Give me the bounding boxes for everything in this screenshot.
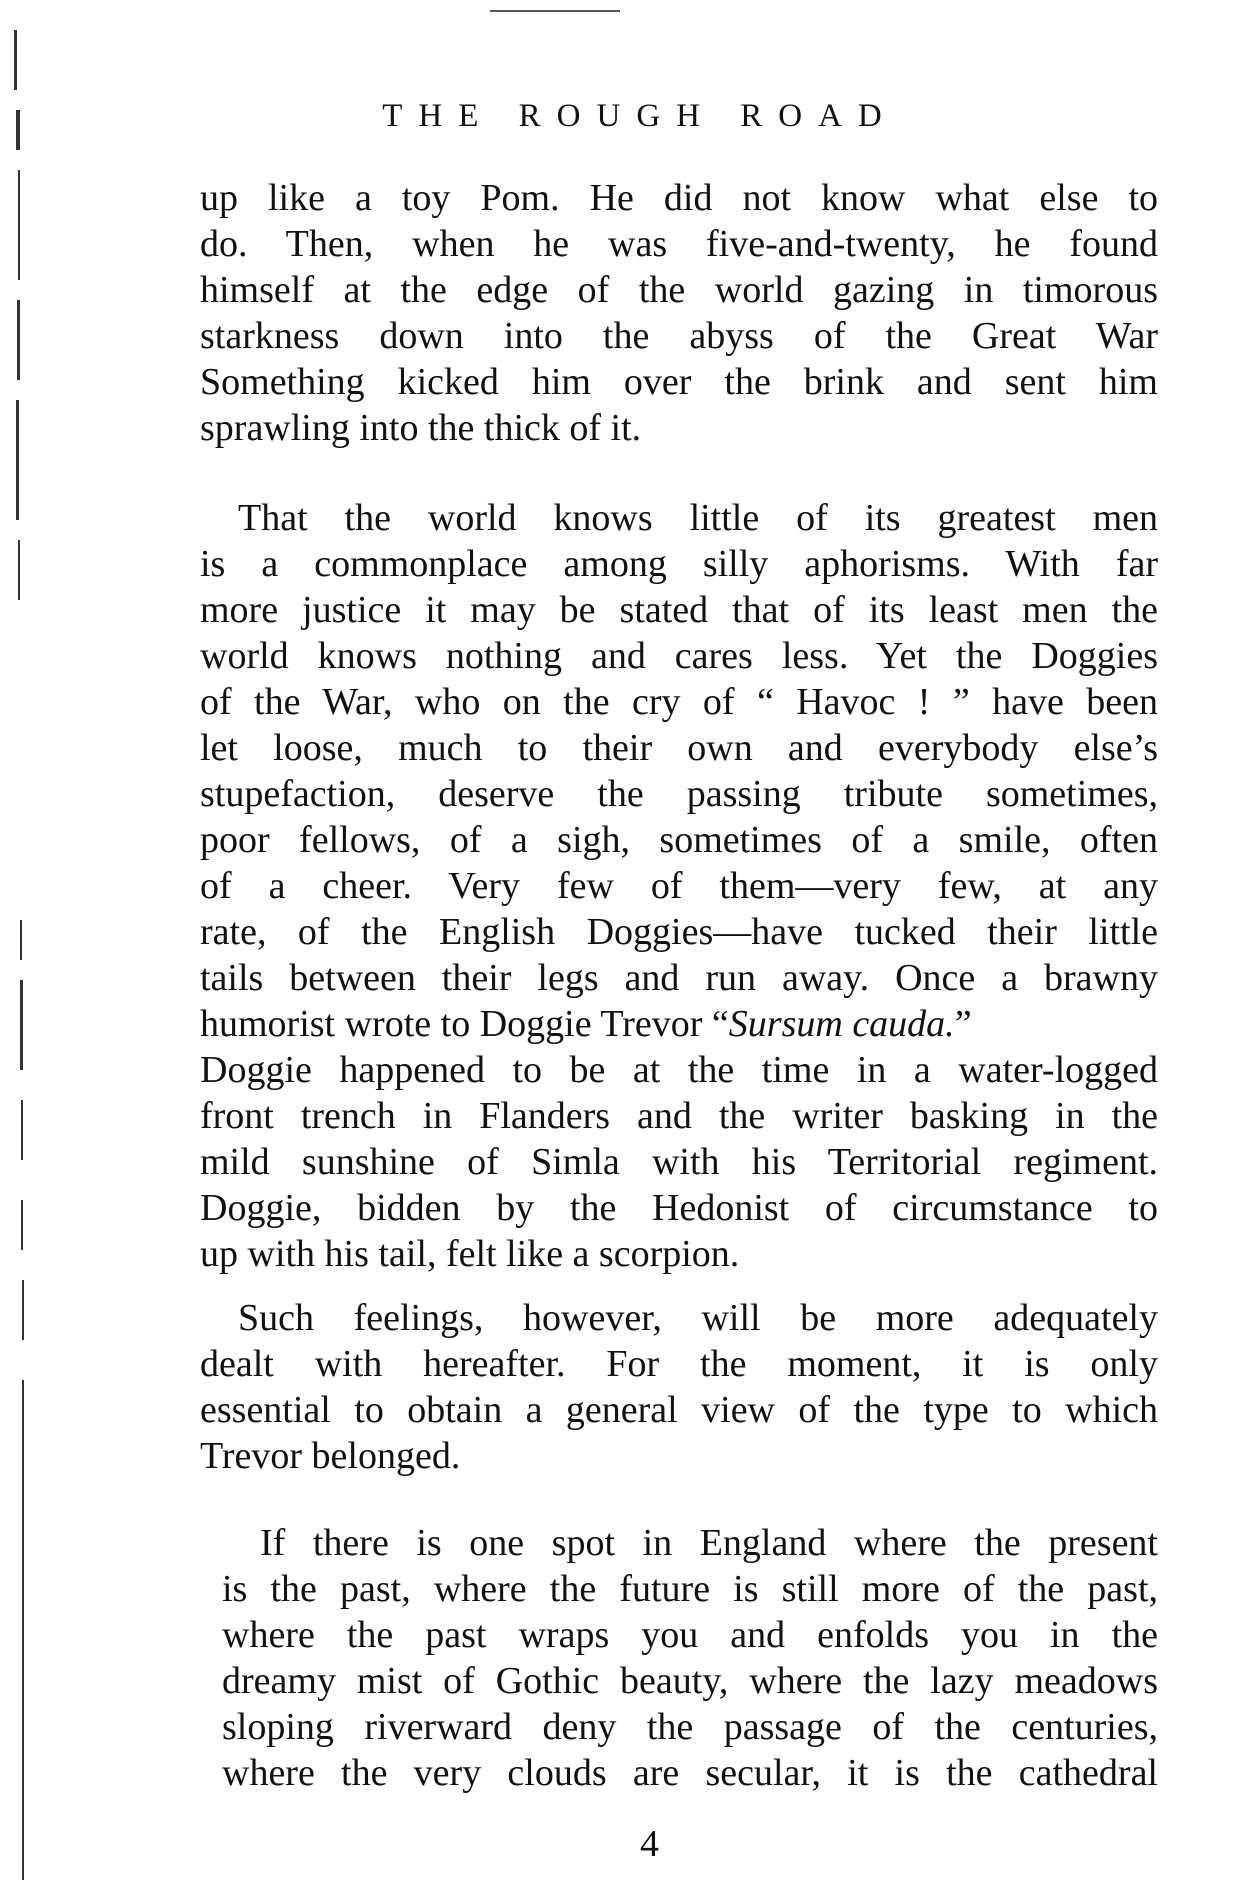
paragraph-2 (200, 495, 1158, 1277)
text-line: Such feelings, however, will be more adequately (238, 1297, 1158, 1339)
text-line: Something kicked him over the brink and sent him (200, 361, 1158, 403)
text-line: dreamy mist of Gothic beauty, where the lazy meadows (222, 1660, 1158, 1702)
text-line: essential to obtain a general view of the type to which (200, 1389, 1158, 1431)
italic-latin-phrase: Sursum cauda. (728, 1003, 955, 1045)
text-line: That the world knows little of its greatest men (238, 497, 1158, 539)
text-line: starkness down into the abyss of the Great War (200, 315, 1158, 357)
scan-gutter-artifacts (4, 20, 34, 1880)
text-line: sloping riverward deny the passage of the centuries, (222, 1706, 1158, 1748)
text-line: world knows nothing and cares less. Yet the Doggies (200, 635, 1158, 677)
text-line: up like a toy Pom. He did not know what else to (200, 177, 1158, 219)
text-line: up with his tail, felt like a scorpion. (200, 1233, 740, 1275)
text-line: poor fellows, of a sigh, sometimes of a smile, often (200, 819, 1158, 861)
text-line-with-italic (200, 1001, 1158, 1047)
text-line: do. Then, when he was five-and-twenty, he found (200, 223, 1158, 265)
text-line: tails between their legs and run away. Once a brawny (200, 957, 1158, 999)
text-line: himself at the edge of the world gazing in timorous (200, 269, 1158, 311)
closing-quote: ” (954, 1003, 972, 1045)
running-head: THE ROUGH ROAD (382, 98, 898, 134)
text-line: is a commonplace among silly aphorisms. With far (200, 543, 1158, 585)
text-line: stupefaction, deserve the passing tribute sometimes, (200, 773, 1158, 815)
text-line: of the War, who on the cry of “ Havoc ! ” have been (200, 681, 1158, 723)
text-line: If there is one spot in England where the present (260, 1522, 1158, 1564)
text-line: let loose, much to their own and everybody else’s (200, 727, 1158, 769)
line-text: humorist wrote to Doggie Trevor “ (200, 1003, 729, 1045)
text-line: Doggie, bidden by the Hedonist of circumstance to (200, 1187, 1158, 1229)
text-line: rate, of the English Doggies—have tucked their little (200, 911, 1158, 953)
text-line: sprawling into the thick of it. (200, 407, 642, 449)
top-rule (490, 10, 620, 12)
paragraph-4 (222, 1520, 1158, 1796)
text-line: Doggie happened to be at the time in a water-logged (200, 1049, 1158, 1091)
text-line: is the past, where the future is still more of the past, (222, 1568, 1158, 1610)
text-line: where the past wraps you and enfolds you in the (222, 1614, 1158, 1656)
text-line: front trench in Flanders and the writer basking in the (200, 1095, 1158, 1137)
paragraph-3 (200, 1295, 1158, 1479)
text-line: Trevor belonged. (200, 1435, 461, 1477)
text-line: of a cheer. Very few of them—very few, at any (200, 865, 1158, 907)
text-line: dealt with hereafter. For the moment, it is only (200, 1343, 1158, 1385)
paragraph-1 (200, 175, 1158, 451)
text-line: more justice it may be stated that of its least men the (200, 589, 1158, 631)
page-number: 4 (640, 1823, 659, 1865)
text-line: mild sunshine of Simla with his Territorial regiment. (200, 1141, 1158, 1183)
text-line: where the very clouds are secular, it is the cathedral (222, 1752, 1158, 1794)
